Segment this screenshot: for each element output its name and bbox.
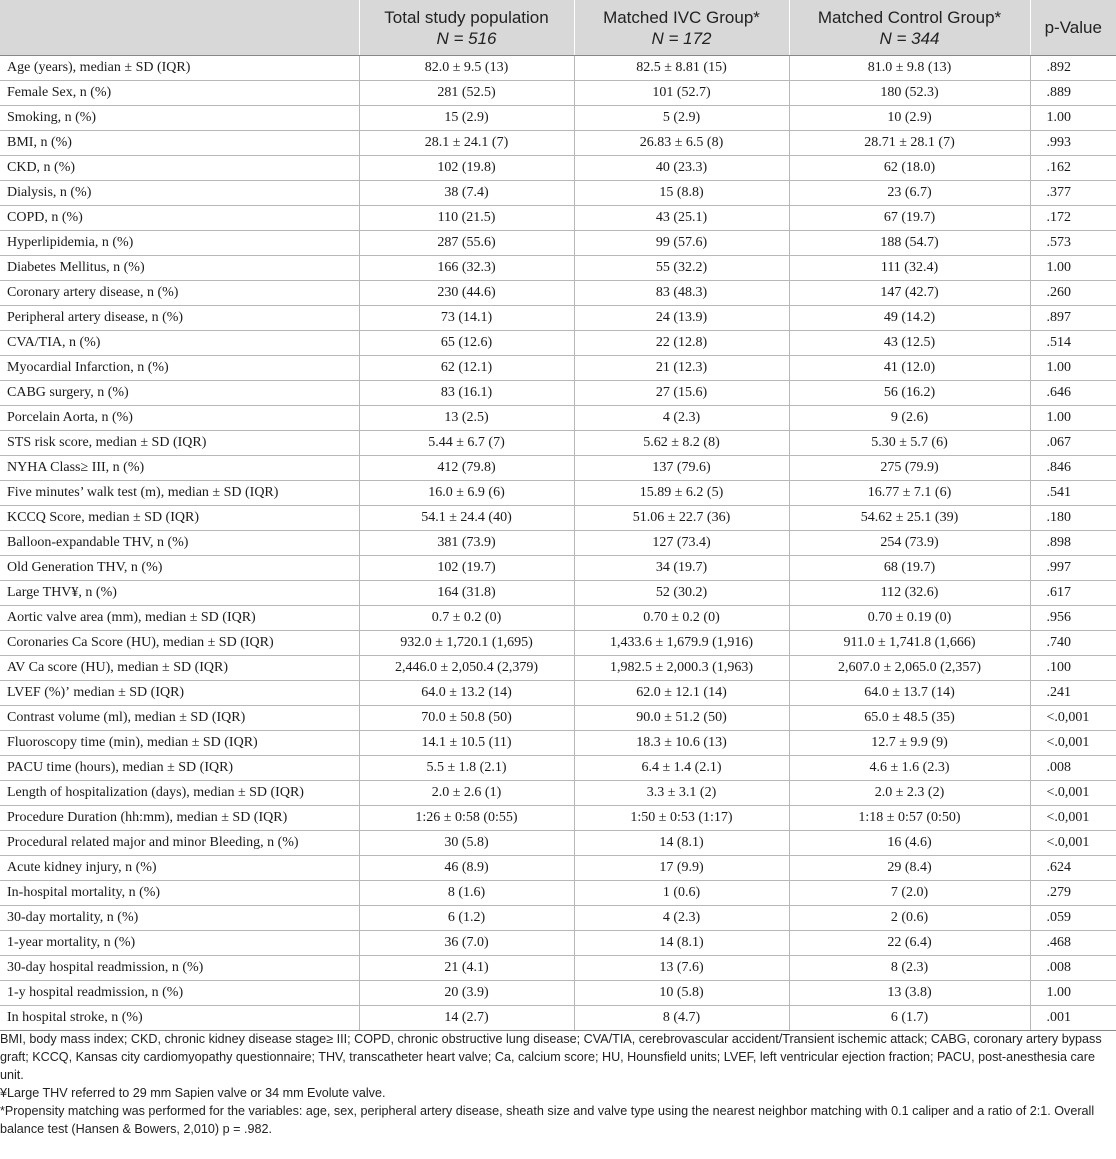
cell-p-value: 1.00 — [1030, 406, 1116, 431]
table-row — [0, 956, 1116, 981]
cell-total: 932.0 ± 1,720.1 (1,695) — [359, 631, 574, 656]
table-row — [0, 406, 1116, 431]
row-label: Five minutes’ walk test (m), median ± SD (IQR) — [0, 481, 359, 506]
row-label: Contrast volume (ml), median ± SD (IQR) — [0, 706, 359, 731]
cell-control: 41 (12.0) — [789, 356, 1030, 381]
cell-ivc: 27 (15.6) — [574, 381, 789, 406]
header-total-population — [359, 0, 574, 56]
table-row — [0, 931, 1116, 956]
cell-p-value: .898 — [1030, 531, 1116, 556]
row-label: 1-year mortality, n (%) — [0, 931, 359, 956]
cell-p-value: .892 — [1030, 56, 1116, 81]
cell-total: 2,446.0 ± 2,050.4 (2,379) — [359, 656, 574, 681]
header-control-group — [789, 0, 1030, 56]
cell-ivc: 8 (4.7) — [574, 1006, 789, 1031]
table-row — [0, 481, 1116, 506]
cell-total: 83 (16.1) — [359, 381, 574, 406]
cell-p-value: .279 — [1030, 881, 1116, 906]
cell-p-value: .573 — [1030, 231, 1116, 256]
header-control-title: Matched Control Group* — [817, 7, 1002, 27]
cell-ivc: 15.89 ± 6.2 (5) — [574, 481, 789, 506]
cell-control: 188 (54.7) — [789, 231, 1030, 256]
cell-ivc: 10 (5.8) — [574, 981, 789, 1006]
cell-total: 0.7 ± 0.2 (0) — [359, 606, 574, 631]
cell-ivc: 0.70 ± 0.2 (0) — [574, 606, 789, 631]
cell-p-value: 1.00 — [1030, 106, 1116, 131]
row-label: Coronaries Ca Score (HU), median ± SD (IQR) — [0, 631, 359, 656]
cell-p-value: .468 — [1030, 931, 1116, 956]
cell-control: 911.0 ± 1,741.8 (1,666) — [789, 631, 1030, 656]
cell-p-value: .260 — [1030, 281, 1116, 306]
table-body — [0, 56, 1116, 1031]
header-ivc-title: Matched IVC Group* — [603, 7, 760, 27]
cell-p-value: .617 — [1030, 581, 1116, 606]
cell-total: 412 (79.8) — [359, 456, 574, 481]
cell-total: 15 (2.9) — [359, 106, 574, 131]
cell-total: 20 (3.9) — [359, 981, 574, 1006]
cell-p-value: .241 — [1030, 681, 1116, 706]
row-label: 1-y hospital readmission, n (%) — [0, 981, 359, 1006]
cell-control: 28.71 ± 28.1 (7) — [789, 131, 1030, 156]
cell-p-value: .172 — [1030, 206, 1116, 231]
cell-total: 65 (12.6) — [359, 331, 574, 356]
table-row — [0, 431, 1116, 456]
cell-control: 13 (3.8) — [789, 981, 1030, 1006]
cell-ivc: 90.0 ± 51.2 (50) — [574, 706, 789, 731]
cell-control: 8 (2.3) — [789, 956, 1030, 981]
cell-p-value: <.0,001 — [1030, 731, 1116, 756]
table-row — [0, 281, 1116, 306]
row-label: LVEF (%)ʼ median ± SD (IQR) — [0, 681, 359, 706]
table-row — [0, 506, 1116, 531]
cell-p-value: <.0,001 — [1030, 831, 1116, 856]
cell-total: 38 (7.4) — [359, 181, 574, 206]
table-row — [0, 756, 1116, 781]
cell-ivc: 101 (52.7) — [574, 81, 789, 106]
cell-ivc: 14 (8.1) — [574, 831, 789, 856]
row-label: Coronary artery disease, n (%) — [0, 281, 359, 306]
cell-control: 43 (12.5) — [789, 331, 1030, 356]
cell-p-value: .993 — [1030, 131, 1116, 156]
cell-ivc: 6.4 ± 1.4 (2.1) — [574, 756, 789, 781]
cell-total: 62 (12.1) — [359, 356, 574, 381]
row-label: AV Ca score (HU), median ± SD (IQR) — [0, 656, 359, 681]
cell-ivc: 83 (48.3) — [574, 281, 789, 306]
cell-control: 6 (1.7) — [789, 1006, 1030, 1031]
cell-total: 46 (8.9) — [359, 856, 574, 881]
cell-control: 180 (52.3) — [789, 81, 1030, 106]
table-row — [0, 206, 1116, 231]
row-label: Old Generation THV, n (%) — [0, 556, 359, 581]
cell-p-value: .059 — [1030, 906, 1116, 931]
cell-control: 147 (42.7) — [789, 281, 1030, 306]
table-row — [0, 181, 1116, 206]
cell-total: 82.0 ± 9.5 (13) — [359, 56, 574, 81]
cell-p-value: .001 — [1030, 1006, 1116, 1031]
cell-p-value: .008 — [1030, 756, 1116, 781]
row-label: Length of hospitalization (days), median ± SD (IQR) — [0, 781, 359, 806]
row-label: Fluoroscopy time (min), median ± SD (IQR) — [0, 731, 359, 756]
table-row — [0, 706, 1116, 731]
cell-p-value: .956 — [1030, 606, 1116, 631]
cell-p-value: .541 — [1030, 481, 1116, 506]
cell-control: 56 (16.2) — [789, 381, 1030, 406]
cell-total: 164 (31.8) — [359, 581, 574, 606]
row-label: Acute kidney injury, n (%) — [0, 856, 359, 881]
table-row — [0, 681, 1116, 706]
row-label: Procedural related major and minor Bleeding, n (%) — [0, 831, 359, 856]
footnote-large-thv: ¥Large THV referred to 29 mm Sapien valve or 34 mm Evolute valve. — [0, 1086, 386, 1100]
row-label: BMI, n (%) — [0, 131, 359, 156]
cell-control: 254 (73.9) — [789, 531, 1030, 556]
cell-total: 230 (44.6) — [359, 281, 574, 306]
table-row — [0, 231, 1116, 256]
cell-p-value: .846 — [1030, 456, 1116, 481]
cell-p-value: 1.00 — [1030, 356, 1116, 381]
row-label: Porcelain Aorta, n (%) — [0, 406, 359, 431]
cell-control: 2,607.0 ± 2,065.0 (2,357) — [789, 656, 1030, 681]
cell-ivc: 43 (25.1) — [574, 206, 789, 231]
row-label: CABG surgery, n (%) — [0, 381, 359, 406]
cell-total: 64.0 ± 13.2 (14) — [359, 681, 574, 706]
cell-ivc: 62.0 ± 12.1 (14) — [574, 681, 789, 706]
table-row — [0, 556, 1116, 581]
row-label: 30-day hospital readmission, n (%) — [0, 956, 359, 981]
cell-control: 2 (0.6) — [789, 906, 1030, 931]
cell-ivc: 13 (7.6) — [574, 956, 789, 981]
cell-total: 102 (19.7) — [359, 556, 574, 581]
table-row — [0, 781, 1116, 806]
table-row — [0, 56, 1116, 81]
cell-control: 22 (6.4) — [789, 931, 1030, 956]
table-row — [0, 381, 1116, 406]
cell-control: 10 (2.9) — [789, 106, 1030, 131]
cell-total: 54.1 ± 24.4 (40) — [359, 506, 574, 531]
cell-ivc: 55 (32.2) — [574, 256, 789, 281]
cell-total: 14.1 ± 10.5 (11) — [359, 731, 574, 756]
row-label: Large THV¥, n (%) — [0, 581, 359, 606]
cell-ivc: 15 (8.8) — [574, 181, 789, 206]
cell-total: 5.44 ± 6.7 (7) — [359, 431, 574, 456]
table-row — [0, 806, 1116, 831]
cell-ivc: 127 (73.4) — [574, 531, 789, 556]
row-label: CKD, n (%) — [0, 156, 359, 181]
cell-ivc: 3.3 ± 3.1 (2) — [574, 781, 789, 806]
header-total-title: Total study population — [384, 7, 549, 27]
row-label: KCCQ Score, median ± SD (IQR) — [0, 506, 359, 531]
cell-control: 64.0 ± 13.7 (14) — [789, 681, 1030, 706]
cell-ivc: 1:50 ± 0:53 (1:17) — [574, 806, 789, 831]
cell-p-value: .740 — [1030, 631, 1116, 656]
cell-p-value: <.0,001 — [1030, 806, 1116, 831]
cell-p-value: .889 — [1030, 81, 1116, 106]
cell-ivc: 137 (79.6) — [574, 456, 789, 481]
cell-p-value: .646 — [1030, 381, 1116, 406]
header-ivc-group — [574, 0, 789, 56]
cell-total: 110 (21.5) — [359, 206, 574, 231]
cell-ivc: 34 (19.7) — [574, 556, 789, 581]
cell-control: 9 (2.6) — [789, 406, 1030, 431]
cell-total: 381 (73.9) — [359, 531, 574, 556]
cell-ivc: 1,433.6 ± 1,679.9 (1,916) — [574, 631, 789, 656]
cell-p-value: .180 — [1030, 506, 1116, 531]
cell-p-value: 1.00 — [1030, 256, 1116, 281]
cell-p-value: .100 — [1030, 656, 1116, 681]
table-row — [0, 156, 1116, 181]
header-ivc-n: N = 172 — [651, 28, 712, 48]
row-label: PACU time (hours), median ± SD (IQR) — [0, 756, 359, 781]
table-row — [0, 831, 1116, 856]
row-label: Dialysis, n (%) — [0, 181, 359, 206]
row-label: Age (years), median ± SD (IQR) — [0, 56, 359, 81]
cell-total: 1:26 ± 0:58 (0:55) — [359, 806, 574, 831]
cell-p-value: 1.00 — [1030, 981, 1116, 1006]
row-label: COPD, n (%) — [0, 206, 359, 231]
cell-control: 49 (14.2) — [789, 306, 1030, 331]
cell-ivc: 26.83 ± 6.5 (8) — [574, 131, 789, 156]
table-row — [0, 81, 1116, 106]
cell-ivc: 17 (9.9) — [574, 856, 789, 881]
cell-p-value: .624 — [1030, 856, 1116, 881]
cell-total: 13 (2.5) — [359, 406, 574, 431]
cell-ivc: 1 (0.6) — [574, 881, 789, 906]
footnote-abbreviations: BMI, body mass index; CKD, chronic kidney disease stage≥ III; COPD, chronic obstructive lung disease; CVA/TIA, cerebrovascular accident/Transient ischemic attack; CABG, coronary artery bypass graft; KCCQ, Kansas city cardiomyopathy questionnaire; THV, transcatheter heart valve; Ca, calcium score; HU, Hounsfield units; LVEF, left ventricular ejection fraction; PACU, post-anesthesia care unit. — [0, 1032, 1102, 1082]
cell-control: 62 (18.0) — [789, 156, 1030, 181]
cell-control: 7 (2.0) — [789, 881, 1030, 906]
row-label: Aortic valve area (mm), median ± SD (IQR) — [0, 606, 359, 631]
table-row — [0, 881, 1116, 906]
table-row — [0, 981, 1116, 1006]
cell-p-value: .008 — [1030, 956, 1116, 981]
cell-total: 70.0 ± 50.8 (50) — [359, 706, 574, 731]
cell-control: 1:18 ± 0:57 (0:50) — [789, 806, 1030, 831]
row-label: 30-day mortality, n (%) — [0, 906, 359, 931]
row-label: STS risk score, median ± SD (IQR) — [0, 431, 359, 456]
cell-ivc: 5 (2.9) — [574, 106, 789, 131]
cell-total: 287 (55.6) — [359, 231, 574, 256]
cell-ivc: 4 (2.3) — [574, 906, 789, 931]
table-header-row — [0, 0, 1116, 56]
row-label: Procedure Duration (hh:mm), median ± SD (IQR) — [0, 806, 359, 831]
cell-total: 73 (14.1) — [359, 306, 574, 331]
cell-control: 29 (8.4) — [789, 856, 1030, 881]
cell-total: 166 (32.3) — [359, 256, 574, 281]
cell-total: 6 (1.2) — [359, 906, 574, 931]
cell-total: 28.1 ± 24.1 (7) — [359, 131, 574, 156]
header-variable — [0, 0, 359, 56]
table-row — [0, 356, 1116, 381]
table-row — [0, 906, 1116, 931]
table-row — [0, 106, 1116, 131]
table-row — [0, 331, 1116, 356]
cell-control: 65.0 ± 48.5 (35) — [789, 706, 1030, 731]
cell-control: 23 (6.7) — [789, 181, 1030, 206]
footnote-propensity: *Propensity matching was performed for the variables: age, sex, peripheral artery disease, sheath size and valve type using the nearest neighbor matching with 0.1 caliper and a ratio of 2:1. Overall balance test (Hansen & Bowers, 2,010) p = .982. — [0, 1104, 1095, 1136]
header-total-n: N = 516 — [436, 28, 497, 48]
cell-p-value: .514 — [1030, 331, 1116, 356]
cell-ivc: 52 (30.2) — [574, 581, 789, 606]
cell-ivc: 4 (2.3) — [574, 406, 789, 431]
table-row — [0, 456, 1116, 481]
row-label: Myocardial Infarction, n (%) — [0, 356, 359, 381]
cell-ivc: 21 (12.3) — [574, 356, 789, 381]
row-label: Diabetes Mellitus, n (%) — [0, 256, 359, 281]
cell-ivc: 82.5 ± 8.81 (15) — [574, 56, 789, 81]
cell-control: 111 (32.4) — [789, 256, 1030, 281]
cell-total: 5.5 ± 1.8 (2.1) — [359, 756, 574, 781]
cell-ivc: 24 (13.9) — [574, 306, 789, 331]
cell-control: 4.6 ± 1.6 (2.3) — [789, 756, 1030, 781]
cell-control: 81.0 ± 9.8 (13) — [789, 56, 1030, 81]
cell-ivc: 14 (8.1) — [574, 931, 789, 956]
table-row — [0, 631, 1116, 656]
row-label: In-hospital mortality, n (%) — [0, 881, 359, 906]
row-label: NYHA Class≥ III, n (%) — [0, 456, 359, 481]
table-row — [0, 856, 1116, 881]
table-row — [0, 531, 1116, 556]
table-row — [0, 606, 1116, 631]
cell-ivc: 51.06 ± 22.7 (36) — [574, 506, 789, 531]
table-row — [0, 256, 1116, 281]
row-label: Balloon-expandable THV, n (%) — [0, 531, 359, 556]
cell-ivc: 99 (57.6) — [574, 231, 789, 256]
header-control-n: N = 344 — [879, 28, 940, 48]
row-label: CVA/TIA, n (%) — [0, 331, 359, 356]
table-row — [0, 656, 1116, 681]
cell-control: 54.62 ± 25.1 (39) — [789, 506, 1030, 531]
cell-total: 21 (4.1) — [359, 956, 574, 981]
table-row — [0, 131, 1116, 156]
cell-control: 68 (19.7) — [789, 556, 1030, 581]
cell-p-value: .997 — [1030, 556, 1116, 581]
cell-control: 16.77 ± 7.1 (6) — [789, 481, 1030, 506]
cell-p-value: .162 — [1030, 156, 1116, 181]
cell-total: 281 (52.5) — [359, 81, 574, 106]
row-label: Hyperlipidemia, n (%) — [0, 231, 359, 256]
cell-p-value: <.0,001 — [1030, 706, 1116, 731]
cell-control: 0.70 ± 0.19 (0) — [789, 606, 1030, 631]
cell-total: 102 (19.8) — [359, 156, 574, 181]
cell-ivc: 40 (23.3) — [574, 156, 789, 181]
table-row — [0, 581, 1116, 606]
cell-control: 5.30 ± 5.7 (6) — [789, 431, 1030, 456]
cell-total: 14 (2.7) — [359, 1006, 574, 1031]
cell-p-value: .067 — [1030, 431, 1116, 456]
cell-total: 30 (5.8) — [359, 831, 574, 856]
cell-control: 12.7 ± 9.9 (9) — [789, 731, 1030, 756]
table-footnotes — [0, 1030, 1110, 1138]
cell-control: 112 (32.6) — [789, 581, 1030, 606]
cell-ivc: 18.3 ± 10.6 (13) — [574, 731, 789, 756]
cell-control: 2.0 ± 2.3 (2) — [789, 781, 1030, 806]
cell-control: 16 (4.6) — [789, 831, 1030, 856]
cell-ivc: 5.62 ± 8.2 (8) — [574, 431, 789, 456]
cell-ivc: 22 (12.8) — [574, 331, 789, 356]
cell-control: 275 (79.9) — [789, 456, 1030, 481]
cell-p-value: <.0,001 — [1030, 781, 1116, 806]
cell-total: 2.0 ± 2.6 (1) — [359, 781, 574, 806]
cell-p-value: .377 — [1030, 181, 1116, 206]
row-label: Smoking, n (%) — [0, 106, 359, 131]
table-row — [0, 731, 1116, 756]
cell-total: 8 (1.6) — [359, 881, 574, 906]
row-label: In hospital stroke, n (%) — [0, 1006, 359, 1031]
header-p-value: p-Value — [1030, 0, 1116, 56]
cell-control: 67 (19.7) — [789, 206, 1030, 231]
table-row — [0, 1006, 1116, 1031]
cell-p-value: .897 — [1030, 306, 1116, 331]
row-label: Peripheral artery disease, n (%) — [0, 306, 359, 331]
cell-total: 36 (7.0) — [359, 931, 574, 956]
cell-ivc: 1,982.5 ± 2,000.3 (1,963) — [574, 656, 789, 681]
row-label: Female Sex, n (%) — [0, 81, 359, 106]
table-row — [0, 306, 1116, 331]
cell-total: 16.0 ± 6.9 (6) — [359, 481, 574, 506]
